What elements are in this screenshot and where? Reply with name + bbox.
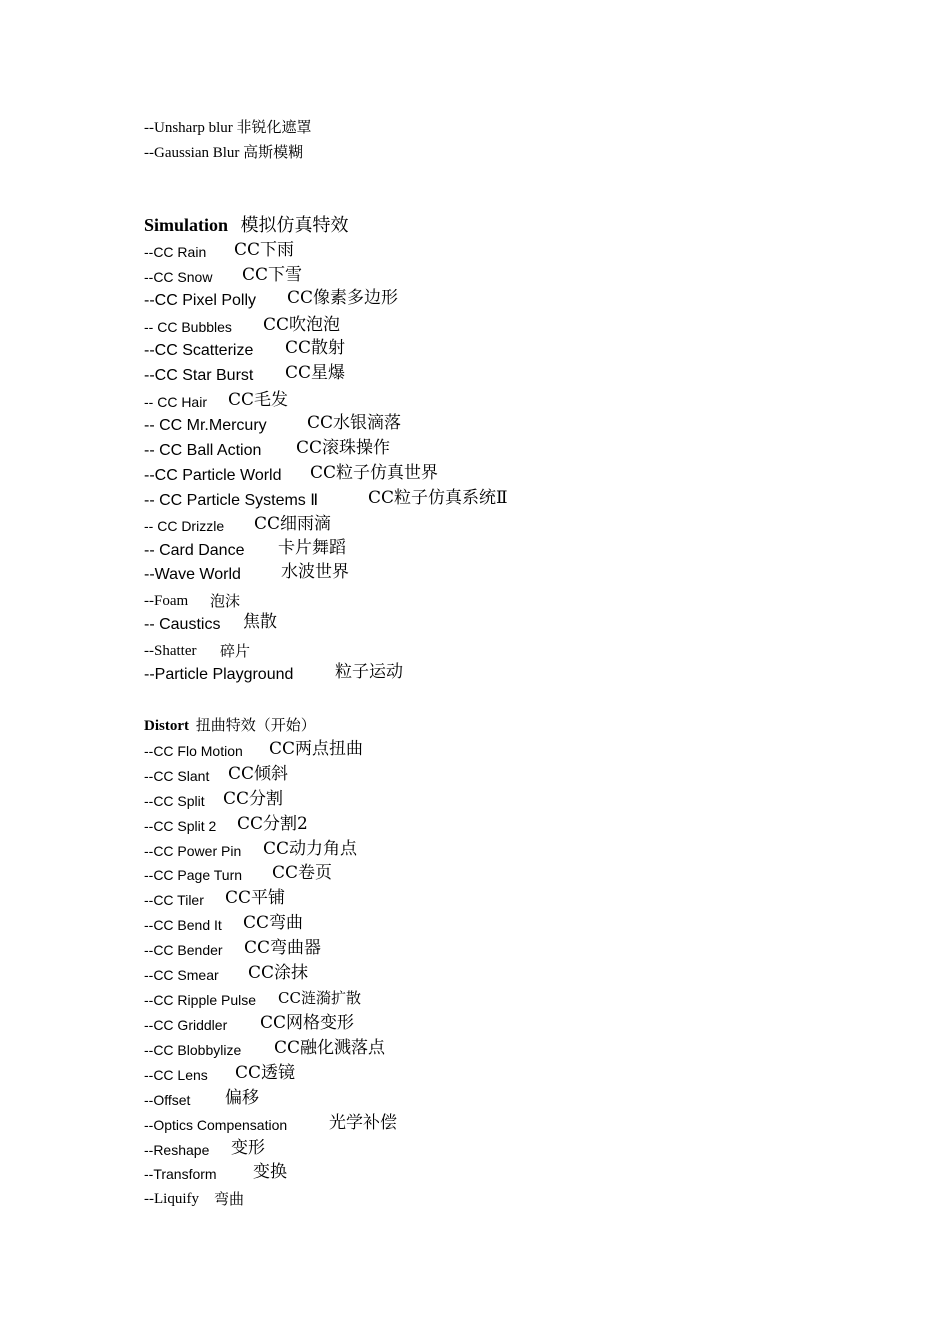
- blur-item-gaussian: --Gaussian Blur 高斯模糊: [144, 145, 304, 161]
- item-zh: CC下雨: [234, 240, 295, 260]
- item-zh: CC动力角点: [263, 839, 358, 859]
- item-zh: CC细雨滴: [254, 514, 332, 534]
- item-zh: CC分割2: [237, 814, 308, 834]
- item-zh: CC吹泡泡: [263, 315, 341, 335]
- item-en: -- CC Particle Systems Ⅱ: [144, 492, 319, 509]
- item-zh: 粒子运动: [335, 662, 403, 682]
- item-zh: CC涂抹: [248, 963, 309, 983]
- item-zh: CC弯曲: [243, 913, 304, 933]
- item-zh: CC粒子仿真系统Ⅱ: [368, 488, 508, 508]
- item-zh: 焦散: [243, 612, 277, 632]
- item-zh: 光学补偿: [329, 1113, 397, 1133]
- item-en: --CC Snow: [144, 269, 213, 285]
- item-en: --Offset: [144, 1092, 191, 1108]
- item-zh: 水波世界: [281, 562, 349, 582]
- section-heading-simulation: [144, 216, 349, 234]
- item-zh: CC弯曲器: [244, 938, 322, 958]
- item-en: --CC Particle World: [144, 467, 282, 484]
- item-zh: CC融化溅落点: [274, 1038, 386, 1058]
- item-zh: CC像素多边形: [287, 288, 399, 308]
- item-zh: CC粒子仿真世界: [310, 463, 439, 483]
- item-en: -- CC Hair: [144, 394, 207, 410]
- item-en: --CC Slant: [144, 768, 210, 784]
- item-zh: CC两点扭曲: [269, 739, 364, 759]
- heading-zh: 扭曲特效（开始）: [195, 716, 316, 734]
- item-en: -- CC Ball Action: [144, 442, 262, 459]
- item-en: --Liquify: [144, 1191, 199, 1207]
- item-en: --Shatter: [144, 643, 197, 659]
- item-zh: CC网格变形: [260, 1013, 355, 1033]
- item-zh: 碎片: [220, 642, 251, 660]
- item-zh: 偏移: [225, 1088, 259, 1108]
- item-zh: 变形: [231, 1138, 265, 1158]
- item-zh: CC涟漪扩散: [278, 989, 361, 1007]
- item-en: --CC Power Pin: [144, 843, 242, 859]
- item-en: --Particle Playground: [144, 666, 294, 683]
- item-en: --CC Smear: [144, 967, 219, 983]
- section-heading-distort: [144, 718, 316, 734]
- item-en: --Transform: [144, 1166, 217, 1182]
- item-en: --CC Split 2: [144, 818, 217, 834]
- item-zh: 变换: [253, 1162, 287, 1182]
- item-en: -- CC Bubbles: [144, 319, 232, 335]
- item-en: --CC Flo Motion: [144, 743, 243, 759]
- item-en: --CC Page Turn: [144, 867, 243, 883]
- item-en: --CC Pixel Polly: [144, 292, 257, 309]
- item-zh: CC星爆: [285, 363, 346, 383]
- item-zh: CC倾斜: [228, 764, 289, 784]
- item-zh: 泡沫: [210, 592, 241, 610]
- item-en: --CC Tiler: [144, 892, 204, 908]
- item-zh: 卡片舞蹈: [278, 538, 346, 558]
- item-en: -- CC Mr.Mercury: [144, 417, 267, 434]
- heading-zh: 模拟仿真特效: [240, 215, 349, 235]
- item-en: --CC Ripple Pulse: [144, 992, 257, 1008]
- item-zh: CC滚珠操作: [296, 438, 391, 458]
- item-en: --Optics Compensation: [144, 1117, 288, 1133]
- heading-en: Simulation: [144, 215, 229, 235]
- item-zh: CC水银滴落: [307, 413, 402, 433]
- item-en: --CC Scatterize: [144, 342, 254, 359]
- item-en: -- Card Dance: [144, 542, 245, 559]
- item-zh: CC卷页: [272, 863, 333, 883]
- item-en: -- CC Drizzle: [144, 518, 225, 534]
- item-en: --CC Star Burst: [144, 367, 254, 384]
- item-zh: CC毛发: [228, 390, 289, 410]
- item-en: -- Caustics: [144, 616, 221, 633]
- item-zh: 弯曲: [214, 1190, 245, 1208]
- item-zh: CC散射: [285, 338, 346, 358]
- blur-item-unsharp: --Unsharp blur 非锐化遮罩: [144, 120, 312, 136]
- item-en: --Reshape: [144, 1142, 210, 1158]
- item-en: --CC Rain: [144, 244, 207, 260]
- item-zh: CC分割: [223, 789, 284, 809]
- item-zh: CC下雪: [242, 265, 303, 285]
- item-en: --CC Bend It: [144, 917, 222, 933]
- heading-en: Distort: [144, 718, 189, 734]
- item-en: --CC Bender: [144, 942, 223, 958]
- item-en: --CC Blobbylize: [144, 1042, 242, 1058]
- item-zh: CC透镜: [235, 1063, 296, 1083]
- item-en: --CC Split: [144, 793, 205, 809]
- item-en: --CC Griddler: [144, 1017, 228, 1033]
- item-zh: CC平铺: [225, 888, 286, 908]
- item-en: --Wave World: [144, 566, 241, 583]
- item-en: --Foam: [144, 593, 189, 609]
- item-en: --CC Lens: [144, 1067, 208, 1083]
